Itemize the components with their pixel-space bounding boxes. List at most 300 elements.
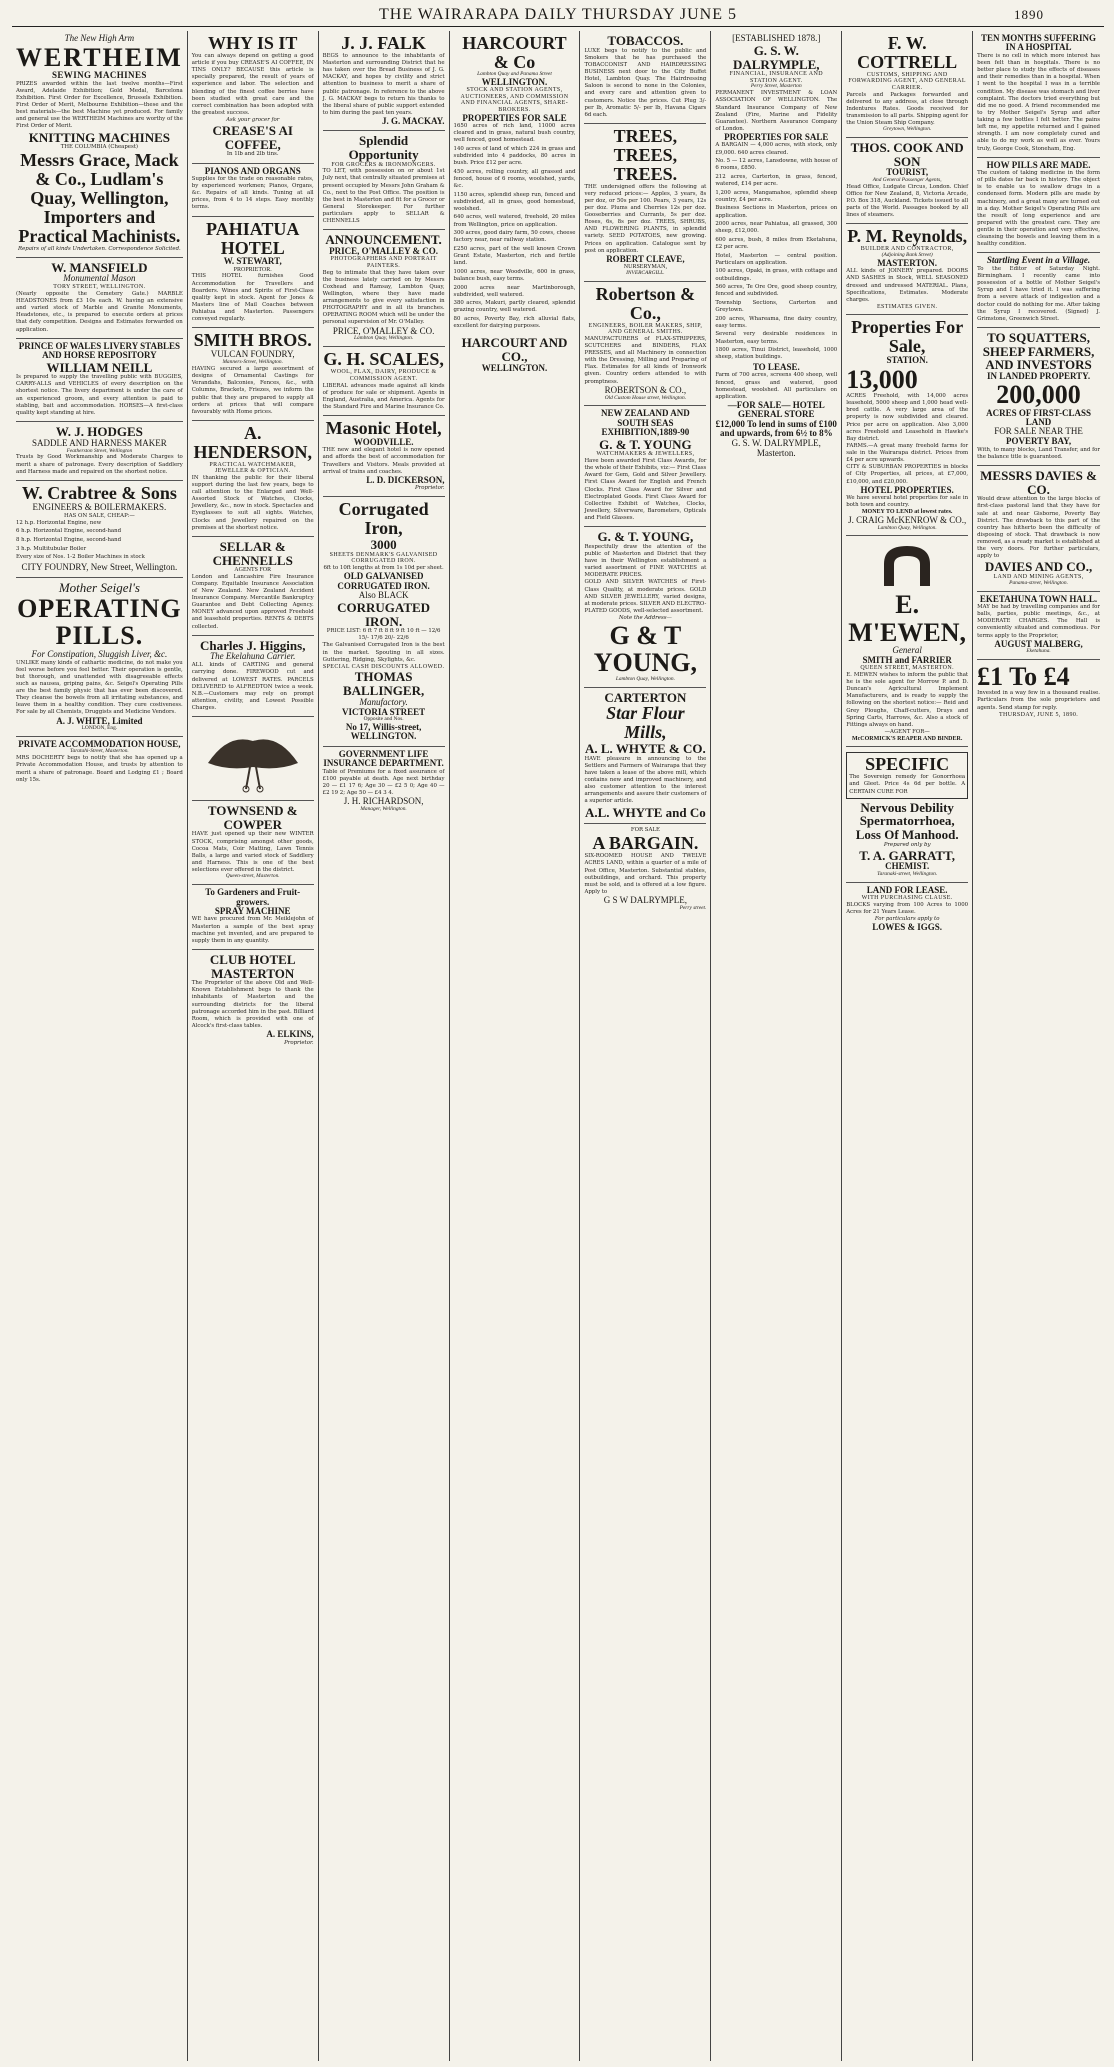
ad-squatters xyxy=(977,328,1100,466)
ad-subtitle: FOR GROCERS & IRONMONGERS. xyxy=(331,161,436,168)
ad-note: Ask your grocer for xyxy=(226,117,280,124)
ad-body: The Proprietor of the above Old and Well-Known Establishment begs to thank the inhabitants of Masterton and the surrounding districts for the liberal patronage accorded him in the past. Billiard Room, which is provided with one of Alcock's first-class tables. xyxy=(191,980,314,1029)
list-item: 450 acres, rolling country, all grassed and fenced, house of 6 rooms, woolshed, yards, &c. xyxy=(453,168,576,189)
ad-agents: Messrs Grace, Mack & Co., Ludlam's Quay, Wellington, Importers and Practical Machinists. xyxy=(18,150,181,246)
ad-subtitle: Loss Of Manhood. xyxy=(855,826,959,842)
ad-dalrymple xyxy=(715,31,837,462)
ad-note: For particulars apply to xyxy=(874,915,940,922)
ad-signature: J. CRAIG McKENROW & CO., xyxy=(848,514,967,525)
ad-city: WELLINGTON. xyxy=(481,76,548,87)
article-title: TEN MONTHS SUFFERING IN A HOSPITAL xyxy=(981,33,1097,53)
ad-title: SELLAR & CHENNELLS xyxy=(212,538,293,568)
ad-title: CARTERTON xyxy=(604,689,687,705)
ad-robertson xyxy=(584,282,706,407)
ad-subtitle: WITH PURCHASING CLAUSE. xyxy=(861,895,953,902)
ad-title: EKETAHUNA TOWN HALL. xyxy=(979,593,1098,604)
list-item: 560 acres, Te Ore Ore, good sheep country, fenced and subdivided. xyxy=(715,284,838,298)
ad-title: Robertson & Co., xyxy=(595,283,696,323)
ad-body: HAVE pleasure in announcing to the Settlers and Farmers of Wairarapa that they have taken a lease of the above mill, which contains new and improved machinery, and also customer attention to the interest arrangements and assure their customers of a superior article. xyxy=(584,755,707,805)
ad-body: MRS DOCHERTY begs to notify that she has opened up a Private Accommodation House, and trusts by attention to merit a share of patronage. Board and Lodging £1 ; Board only 15s. xyxy=(16,755,183,783)
ad-body: BEGS to announce to the inhabitants of Masterton and surrounding District that he has taken over the Bread Business of J. G. MACKAY, and hopes by civility and strict attention to business to merit a share of public patronage. In reference to the above J. G. MACKAY begs to return his thanks to the liberal share of public support extended to him during the past ten years. xyxy=(322,52,445,116)
ad-thos-cook xyxy=(846,138,968,224)
ad-heading: KNITTING MACHINES xyxy=(28,129,170,145)
ad-body: Head Office, Ludgate Circus, London. Chief Office for New Zealand, 8, Victoria Arcade, P.O. Box 318, Auckland. Tickets issued to all parts of the World. Passages booked by all lines of steamers. xyxy=(846,183,969,219)
masthead-year: 1890 xyxy=(1014,7,1044,22)
ad-prices: PRICE LIST: 6 ft 7 ft 8 ft 9 ft 10 ft — 12/6 15/- 17/6 20/- 22/6 xyxy=(326,628,441,642)
ad-body: WE have procured from Mr. Meiklejohn of Masterton a sample of the best spray machine yet invented, and are prepared to supply them in any quantity. xyxy=(191,916,314,944)
ad-heading: HOTEL PROPERTIES. xyxy=(860,484,954,495)
column-5 xyxy=(580,31,711,2061)
ad-signature: A. ELKINS, xyxy=(266,1029,314,1040)
ad-body: LUXE begs to notify to the public and Smokers that he has purchased the TOBACCONIST AND HAIRDRESSING BUSINESS next door to the City Buffet Hotel, Lambton Quay. The Hairdressing Saloon is second to none in the Colonies, and every care and attention given to customers. Notice the prices. Cut Plug 3/- per lb, Aromatic 5/- per lb, Havana Cigars 6d each. xyxy=(584,47,707,118)
ad-body: Farm of 700 acres, screens 400 sheep, well fenced, grass and watered, good homestead, woolshed. All particulars on application. xyxy=(715,372,838,400)
ad-title: Masonic Hotel, xyxy=(325,418,442,438)
column-7 xyxy=(842,31,973,2061)
list-item: 100 acres, Opaki, in grass, with cottage and outbuildings. xyxy=(715,268,838,282)
ad-title: PRINCE OF WALES LIVERY STABLES AND HORSE REPOSITORY xyxy=(18,340,180,361)
ad-subtitle: SPRAY MACHINE xyxy=(214,905,291,916)
ad-address: Queen-street, Masterton. xyxy=(225,873,280,880)
ad-signature: LOWES & IGGS. xyxy=(872,922,943,933)
ad-body: Beg to intimate that they have taken over the business lately carried on by Messrs Coxhead and Ramsay, Lambton Quay, Wellington, where they have made arrangements to give every satisfaction in PHOTOGRAPHY and in all its branches. OPERATING ROOM which will be under the personal supervision of Mr. O'Malley. xyxy=(322,269,445,326)
ad-address: Greytown, Wellington. xyxy=(883,126,932,133)
ad-subtitle: AGENTS FOR xyxy=(234,567,272,574)
ad-young xyxy=(584,527,706,688)
ad-subtitle: CUSTOMS, SHIPPING AND FORWARDING AGENT, AND GENERAL CARRIER. xyxy=(848,71,966,91)
ad-pianos xyxy=(192,164,314,217)
ad-title: GOVERNMENT LIFE INSURANCE DEPARTMENT. xyxy=(323,748,444,769)
ad-body: MAY be had by travelling companies and for balls, parties, public meetings, &c., at MODERATE CHARGES. The Hall is conveniently situated and commodious. For terms apply to the Proprietor, xyxy=(977,604,1100,639)
article-body: There is no cell in which more interest has been felt than in hospitals. There is no better place to study the effects of diseases and their remedies than in a hospital. When I went to the hospital I was in a terrible condition. My disease was stomach and liver complaint. The doctors tried everything but did me no good. A friend recommended me to try Mother Seigel's Syrup and after taking a few bottles I felt better. The pains left me, my appetite returned and I gained strength. I am now completely cured and able to do my work as well as ever. Yours truly, George Cook, Stoneham, Eng. xyxy=(977,52,1100,152)
column-1 xyxy=(12,31,188,2061)
ad-body: London and Lancashire Fire Insurance Company. Equitable Insurance Association of New Zealand. New Zealand Accident Insurance Company. Mercantile Bankruptcy Guarantee and Debt Collecting Agency. MONEY advanced upon approved Freehold and leasehold properties. RENTS & DEBTS collected. xyxy=(191,573,314,630)
ad-signature: J. H. RICHARDSON, xyxy=(343,796,424,807)
ad-subtitle: PRACTICAL WATCHMAKER, JEWELLER & OPTICIAN. xyxy=(209,461,297,475)
ad-kicker: Mother Seigel's xyxy=(58,579,140,595)
ad-townsend-cowper xyxy=(192,801,314,885)
ad-brand: G & T YOUNG, xyxy=(593,621,698,678)
ad-proprietor: WILLIAM NEILL xyxy=(46,359,153,375)
ad-body: FARMS.—A great many freehold farms for sale in the Wairarapa district. Prices from £4 per acre upwards. xyxy=(846,442,969,464)
article-hospital xyxy=(977,31,1100,158)
ad-lead: PROPERTIES FOR SALE xyxy=(462,112,567,123)
ad-title: W. J. HODGES xyxy=(55,423,143,439)
ad-line: Also BLACK xyxy=(358,590,409,600)
ad-firm: T. A. GARRATT, xyxy=(859,847,956,863)
ad-subtitle: The Ekelahuna Carrier. xyxy=(210,651,296,662)
ad-subtitle: BUILDER AND CONTRACTOR, xyxy=(860,246,954,253)
ad-title: Corrugated Iron, xyxy=(338,499,429,539)
ad-hodges xyxy=(16,422,183,481)
ad-seigel xyxy=(16,578,183,737)
ad-body: CITY & SUBURBAN PROPERTIES in blocks of City Properties, all prices, at £7,000, £10,000, and £20,000. xyxy=(846,464,969,485)
ad-falk xyxy=(323,31,445,131)
column-4 xyxy=(450,31,581,2061)
ad-subtitle: SADDLE AND HARNESS MAKER xyxy=(32,437,167,448)
page-date: THURSDAY, JUNE 5, 1890. xyxy=(998,711,1079,718)
ad-title: PRIVATE ACCOMMODATION HOUSE, xyxy=(18,738,181,749)
ad-harcourt xyxy=(454,31,576,377)
ad-body: PERMANENT INVESTMENT & LOAN ASSOCIATION OF WELLINGTON. The Standard Insurance Company of New Zealand (Fire, Marine and Fidelity Guarantee). Northern Assurance Company of London. xyxy=(715,90,838,132)
ad-line: In 1lb and 2lb tins. xyxy=(226,151,279,158)
ad-mansfield xyxy=(16,258,183,339)
specific-frame xyxy=(846,752,968,798)
ad-body: PRIZES awarded within the last twelve months—First Award, Adelaide Exhibition; Gold Medal, Barcelona Exhibition. First Order for Excellence, Brussels Exhibition. First Order of Merit, Melbourne Exhibition—these and the best materials—the best Machine yet produced. For family and general use the WERTHEIM Machines are worthy of the First Order of Merit. xyxy=(16,80,183,130)
ad-body: Would draw attention to the large blocks of first-class pastoral land that they have for sale at and near Gisborne, Poverty Bay District. The drawback to this part of the country has hitherto been the difficulty of disposing of stock. That drawback is now removed, as a ready market is established at the very doors. For further particulars, apply to xyxy=(977,496,1100,560)
ad-body: ALL kinds of JOINERY prepared. DOORS AND SASHES in Stock, WELL SEASONED dressed and undressed MATERIAL. Plans, Specifications, Estimates. Moderate charges. xyxy=(846,268,969,303)
saddle-illustration xyxy=(198,723,308,793)
ad-line: ACRES OF FIRST-CLASS LAND xyxy=(986,407,1091,427)
ad-title: WHY IS IT xyxy=(208,33,298,53)
ad-body: BLOCKS varying from 100 Acres to 1000 Acres for 21 Years Lease. xyxy=(846,901,969,915)
ad-title: F. W. COTTRELL xyxy=(857,33,958,72)
ad-title: PAHIATUA HOTEL xyxy=(206,218,300,258)
ad-money: £12,000 To lend in sums of £100 and upwards, from 6½ to 8% xyxy=(715,418,837,439)
ad-signature: L. D. DICKERSON, xyxy=(366,474,445,485)
ad-signature: HARCOURT AND CO., xyxy=(461,335,568,364)
article-title: Startling Event in a Village. xyxy=(986,255,1091,266)
ad-body: E. MEWEN wishes to inform the public that he is the sole agent for Morrow P. and D. Duncan's Agricultural Implement Manufacturers, and is ready to supply the following on the shortest notice:— Reid and Grey Ploughs, Chaff-cutters, Drays and Spring Carts, Harrows, &c. Also a stock of Fittings always on hand. xyxy=(846,671,969,728)
ad-heading: TO LEASE. xyxy=(752,361,800,372)
ad-wertheim xyxy=(16,31,183,258)
ad-subtitle: Monumental Mason xyxy=(63,273,136,284)
list-item: Every size of Nos. 1-2 Boiler Machines in stock xyxy=(16,554,145,561)
ad-land-for-lease xyxy=(846,883,968,937)
ad-subtitle: VULCAN FOUNDRY, xyxy=(210,349,295,360)
ad-address: TORY STREET, WELLINGTON. xyxy=(53,284,146,291)
ad-city: Lambton Quay, Wellington. xyxy=(877,524,937,531)
ad-title: A. HENDERSON, xyxy=(193,422,312,462)
ad-body: THE undersigned offers the following at very reduced prices:— Apples, 3 years, 8s per doz, or 50s per 100. Pears, 3 years, 12s per doz. Plums and Cherries 12s per doz. Gooseberries and Currants, 5s per doz. Roses, 6s, 8s per doz. TREES, SHRUBS, AND FLOWERING PLANTS, in splendid variety. SEED POTATOES, new growing. Prices on application. Catalogue sent by post on application. xyxy=(584,183,707,254)
ad-body: (Nearly opposite the Cemetery Gate.) MARBLE HEADSTONES from £3 10s each. W. having an extensive and varied stock of Marble and Granite Monuments, Headstones, etc., is prepared to execute orders at prices that defy competition. Designs and Estimates forwarded on application. xyxy=(16,290,183,333)
ad-properties-for-sale xyxy=(846,315,968,536)
ad-address: Old Custom House street, Wellington. xyxy=(604,394,687,401)
ad-note: Repairs of all kinds Undertaken. Correspondence Solicited. xyxy=(18,245,181,252)
ad-address: Lambton Quay, Wellington. xyxy=(615,675,675,682)
ad-city: LONDON, Eng. xyxy=(81,724,118,731)
ad-title: A BARGAIN. xyxy=(592,833,699,854)
ad-address: Taranaki-street, Wellington. xyxy=(877,870,938,877)
ad-big-number: 13,000 xyxy=(846,364,918,394)
ad-subtitle: General xyxy=(892,645,922,656)
ad-body: SIX-ROOMED HOUSE AND TWELVE ACRES LAND, within a quarter of a mile of Post Office, Masterton. Substantial stables, outbuildings, and orchard. This property must be sold, and is offered at a low figure. Apply to xyxy=(584,853,707,895)
ad-title: W. Crabtree & Sons xyxy=(21,482,177,503)
article-body: To the Editor of Saturday Night. Birmingham. I recently came into possession of a bottle of Mother Seigel's Syrup and I have tried it. I was suffering from a severe attack of indigestion and a doctor could do nothing for me. After taking the Syrup I recovered. (Signed) J. Grimstone, Greenwich Street. xyxy=(977,265,1100,322)
ad-firm: G. & T. YOUNG xyxy=(599,436,692,452)
ad-signature: G S W DALRYMPLE, xyxy=(603,895,687,906)
ad-star-flour-mills xyxy=(584,688,706,825)
item-list xyxy=(16,520,183,562)
list-item: 380 acres, Makuri, partly cleared, splendid grazing country, well watered. xyxy=(453,300,576,314)
ad-subtitle: STATION. xyxy=(886,355,928,366)
ad-role: Perry street. xyxy=(679,904,707,911)
ad-sellar-chennells xyxy=(192,537,314,636)
list-item: 12 h.p. Horizontal Engine, new xyxy=(16,519,102,526)
ad-scales xyxy=(323,347,445,416)
ad-signature: A.L. WHYTE and Co xyxy=(585,804,706,820)
ad-body: We have several hotel properties for sale in both town and country. xyxy=(846,495,969,509)
list-item: 1650 acres of rich land, 11000 acres cleared and in grass, natural bush country, well fenced, good homestead. xyxy=(453,122,576,144)
column-3 xyxy=(319,31,450,2061)
list-item: 600 acres, bush, 8 miles from Eketahuna, £2 per acre. xyxy=(715,236,838,251)
ad-title: J. J. FALK xyxy=(341,33,426,53)
ad-private-house xyxy=(16,737,183,788)
ad-address: CITY FOUNDRY, New Street, Wellington. xyxy=(21,561,178,572)
ad-address: Perry Street, Masterton xyxy=(750,83,802,90)
ad-reynolds xyxy=(846,224,968,315)
ad-note: Note the Address— xyxy=(618,615,672,622)
ad-title: NEW ZEALAND AND SOUTH SEAS EXHIBITION,1889-90 xyxy=(600,408,690,438)
list-item: Business Sections in Masterton, prices on application. xyxy=(715,205,838,219)
ad-lead: HAS ON SALE, CHEAP:— xyxy=(64,512,135,519)
ad-body: Parcels and Packages forwarded and delivered to any address, at close through Indentures Rates. Goods received for transmission to all parts. Shipping agent for the Union Steam Ship Company. xyxy=(846,91,969,127)
ad-city: WELLINGTON. xyxy=(481,362,548,373)
ad-subtitle: TOURIST, xyxy=(886,167,929,178)
article-startling xyxy=(977,253,1100,327)
ad-body: IN thanking the public for their liberal support during the last few years, begs to call attention to the Enlarged and Well-Assorted Stock of Watches, Clocks, Jewellery, &c., now in stock. Spectacles and Eyeglasses to suit all sights. Watches, Clocks and Jewellery repaired on the premises at the shortest notice. xyxy=(191,474,314,531)
ad-body: UNLIKE many kinds of cathartic medicine, do not make you feel worse before you feel better. Their operation is gentle, but thorough, and unattended with disagreeable effects such as nausea, griping pains, &c. Seigel's Operating Pills are the best family physic that has ever been discovered. They cleanse the bowels from all irritating substances, and leave them in a healthy condition. They cure costiveness. For sale by all Chemists, Druggists and Medicine Vendors. xyxy=(16,659,183,716)
list-item: Township Sections, Carterton and Greytown. xyxy=(715,299,838,314)
ad-title: MESSRS DAVIES & CO. xyxy=(980,467,1097,497)
ad-heading: MONEY TO LEND at lowest rates. xyxy=(861,509,953,516)
column-6 xyxy=(711,31,842,2061)
ad-signature: DAVIES AND CO., xyxy=(984,559,1093,575)
ad-body: ACRES Freehold, with 14,000 acres leasehold, 5000 sheep and 1,000 head well-bred cattle. A very large area of the property is now subdivided and cleared. Price per acre on application. Also 3,000 acres Freehold and Leasehold in Hawke's Bay district. xyxy=(846,393,969,442)
ad-lead: PROPERTIES FOR SALE xyxy=(724,132,829,143)
ad-body: Trusts by Good Workmanship and Moderate Charges to merit a share of patronage. Every description of Saddlery and Harness made and repaired on the shortest notice. xyxy=(16,454,183,475)
ad-body: Supplies for the trade on reasonable rates, by experienced workmen; Pianos, Organs, &c. Repairs of all kinds. Tuning at all prices, from 4 to 14 steps. Easy monthly terms. xyxy=(191,175,314,211)
ad-subtitle: IN LANDED PROPERTY. xyxy=(986,370,1091,381)
list-item: 8 h.p. Horizontal Engine, second-hand xyxy=(16,536,122,543)
ad-firm: PRICE, O'MALLEY & CO. xyxy=(329,245,439,256)
ad-subtitle: ENGINEERS, BOILER MAKERS, SHIP, AND GENERAL SMITHS. xyxy=(588,322,703,336)
ad-subtitle: SEWING MACHINES xyxy=(52,70,147,81)
ad-life-insurance xyxy=(323,747,445,817)
list-item: 1000 acres, near Woodville, 600 in grass, balance bush, easy terms. xyxy=(453,268,576,282)
ad-subtitle: ENGINEERS & BOILERMAKERS. xyxy=(32,501,167,512)
ad-garratt xyxy=(846,747,968,882)
ad-subtitle: For Constipation, Sluggish Liver, &c. xyxy=(31,648,168,659)
ad-body: Have been awarded First Class Awards, for the whole of their Exhibits, viz:— First Class Award for Gem, Gold and Silver Jewellery. First Class Award for English and French Clocks. First Class Award for Silver and Electroplated Goods. First Class Award for Collective Exhibit of Watches, Clocks, Jewellery, Silverware, Barometers, Opticals and Field Glasses. xyxy=(584,458,707,521)
ad-body: LIBERAL advances made against all kinds of produce for sale or shipment. Agents in England, Australia, and America. Agents for the Standard Fire and Marine Insurance Co. xyxy=(322,382,445,410)
ad-subtitle: PHOTOGRAPHERS AND PORTRAIT PAINTERS. xyxy=(330,256,437,269)
ad-subtitle: Spermatorrhoea, xyxy=(859,813,955,829)
ad-body: ALL kinds of CARTING and general carrying done. FIREWOOD cut and delivered at LOWEST RATES. PARCELS DELIVERED to ALFREDTON twice a week. N.B.—Customers may rely on prompt attention, civility, and Lowest Possible Charges. xyxy=(191,662,314,712)
ad-signature: PRICE, O'MALLEY & CO. xyxy=(332,325,435,336)
ad-body: TO LET, with possession on or about 1st July next, that centrally situated premises at present occupied by Messrs John Graham & Co., next to the Post Office. The position is the best in Masterton and fit for a Grocer or General Storekeeper. For further particulars apply to SELLAR & CHENNELLS xyxy=(322,168,445,225)
ad-title: Nervous Debility xyxy=(860,799,954,815)
ad-lead: SPECIFIC xyxy=(865,754,950,775)
ad-city: INVERCARGILL. xyxy=(626,269,665,276)
ad-role: Proprietor. xyxy=(415,485,445,492)
article-body: The custom of taking medicine in the form of pills dates far back in history. The object is to enable us to swallow drugs in a condensed form. Modern pills are made by machinery, and a great many are turned out in a day. Mother Seigel's Operating Pills are the result of long experience and are prepared with the greatest care. They are gentle in their operation and very effective, cleansing the bowels and leaving them in a healthy condition. xyxy=(977,170,1100,248)
ad-line: POVERTY BAY, xyxy=(1005,436,1072,447)
ad-line: And General Passenger Agents, xyxy=(872,176,942,183)
list-item: 1800 acres, Tinui District, leasehold, 1000 sheep, station buildings. xyxy=(715,347,838,361)
list-item: 200 acres, Whareama, fine dairy country, easy terms. xyxy=(715,315,838,329)
ad-title: OPERATING PILLS. xyxy=(17,594,182,651)
ad-trees xyxy=(584,124,706,282)
ad-title: To Gardeners and Fruit-growers. xyxy=(205,887,301,907)
ad-kicker: The New High Arm xyxy=(64,33,135,43)
ad-role: LAND AND MINING AGENTS, xyxy=(993,574,1084,581)
ad-note: ESTIMATES GIVEN. xyxy=(876,303,938,310)
ad-title: W. MANSFIELD xyxy=(51,259,148,275)
ad-body: Table of Premiums for a fixed assurance of £100 payable at death. Age next birthday 20 — £1 17 6; Age 30 — £2 5 0; Age 40 — £2 19 2; Age 50 — £4 3 4. xyxy=(322,768,445,797)
ad-body: THE new and elegant hotel is now opened and affords the best of accommodation for Travellers and Visitors. Meals provided at arrival of trains and coaches. xyxy=(322,447,445,475)
ad-subtitle: STOCK AND STATION AGENTS, AUCTIONEERS, AND COMMISSION AND FINANCIAL AGENTS, SHARE-BROKERS. xyxy=(460,87,569,113)
ad-title: CLUB HOTEL MASTERTON xyxy=(209,951,296,981)
ad-title: G. S. W. DALRYMPLE, xyxy=(732,42,820,72)
ad-address: No 17, Willis-street, xyxy=(345,721,422,732)
ad-subtitle: FINANCIAL, INSURANCE AND STATION AGENT. xyxy=(729,71,823,84)
list-item: £250 acres, part of the well known Crown Grant Estate, Masterton, rich and fertile land. xyxy=(453,245,576,267)
ad-address: QUEEN STREET, MASTERTON. xyxy=(860,665,954,672)
ad-cottrell xyxy=(846,31,968,138)
list-item: 212 acres, Carterton, in grass, fenced, watered, £14 per acre. xyxy=(715,173,838,188)
ad-invest xyxy=(977,660,1100,722)
ad-subtitle: SHEETS DENMARK'S GALVANISED CORRUGATED IRON. xyxy=(329,551,438,565)
masthead xyxy=(12,4,1104,27)
ad-subtitle: Star Flour Mills, xyxy=(606,703,685,743)
ad-spray-machine xyxy=(192,885,314,950)
ad-title: WERTHEIM xyxy=(16,42,183,72)
list-item: 1150 acres, splendid sheep run, fenced and subdivided, all in grass, good homestead, woolshed. xyxy=(453,191,576,212)
ad-role: Eketahuna. xyxy=(1026,648,1051,655)
list-item: 6 h.p. Horizontal Engine, second-hand xyxy=(16,528,122,535)
ad-splendid-opportunity xyxy=(323,131,445,230)
ad-heading: CORRUGATED IRON. xyxy=(337,599,431,629)
ad-body: Invested in a way few in a thousand realise. Particulars from the sole proprietors and agents. Send stamp for reply. xyxy=(977,690,1100,711)
ad-title: LAND FOR LEASE. xyxy=(866,884,948,895)
ad-body: Is prepared to supply the travelling public with BUGGIES, CARRY-ALLS and VEHICLES of every description on the shortest notice. The livery department is under the care of an experienced groom, and every attention is paid to stabling, bait and accommodation. HORSES—A first-class quality kept standing at hire. xyxy=(16,374,183,416)
ad-body: With, to many blocks, Land Transfer, and for the balance title is guaranteed. xyxy=(977,446,1100,460)
property-list xyxy=(715,142,837,361)
ad-smith-bros xyxy=(192,328,314,421)
ad-line: Manufactory. xyxy=(359,696,408,707)
list-item: A BARGAIN — 4,000 acres, with stock, only £9,000. 640 acres cleared. xyxy=(715,142,838,156)
ad-title: Properties For Sale, xyxy=(851,317,964,357)
ad-title: SMITH BROS. xyxy=(193,330,312,351)
ad-subtitle: WOOL, FLAX, DAIRY, PRODUCE & COMMISSION AGENT. xyxy=(330,369,437,382)
ad-role: NURSERYMAN, xyxy=(623,264,667,271)
ad-henderson xyxy=(192,421,314,537)
ad-heading: —FOR SALE— HOTEL GENERAL STORE xyxy=(727,399,825,420)
ad-firm: A. L. WHYTE & CO. xyxy=(585,741,706,757)
ad-prince-of-wales xyxy=(16,339,183,422)
list-item: 3 h.p. Multitubular Boiler xyxy=(16,545,87,552)
ad-higgins xyxy=(192,636,314,717)
ad-title: Splendid Opportunity xyxy=(348,133,419,163)
ad-title: TOWNSEND & COWPER xyxy=(207,803,298,832)
masthead-title: THE WAIRARAPA DAILY THURSDAY JUNE 5 xyxy=(378,6,738,23)
list-item: 640 acres, well watered, freehold, 20 miles from Wellington, price on application. xyxy=(453,214,576,228)
ad-club-hotel xyxy=(192,950,314,1051)
ad-masonic-hotel xyxy=(323,416,445,497)
ad-title: ANNOUNCEMENT. xyxy=(325,232,442,248)
list-item: Several very desirable residences in Masterton, easy terms. xyxy=(715,331,838,345)
ad-line: SPECIAL CASH DISCOUNTS ALLOWED. xyxy=(322,663,445,670)
ad-address: Panama-street, Wellington. xyxy=(1009,579,1068,586)
ad-role: Manager, Wellington. xyxy=(360,806,407,813)
ad-body: The Galvanised Corrugated Iron is the best in the market. Spouting in all sizes. Guttering, Ridging, Skylights, &c. xyxy=(322,642,445,663)
ad-line: FOR SALE NEAR THE xyxy=(994,426,1083,437)
ad-subtitle: Respectfully draw the attention of the public of Masterton and District that they have in their Wellington establishment a varied assortment of FINE WATCHES at MODERATE PRICES. xyxy=(584,543,707,579)
ad-established: [ESTABLISHED 1878.] xyxy=(732,33,821,43)
ad-title: TO SQUATTERS, SHEEP FARMERS, AND INVESTORS xyxy=(982,329,1095,373)
ad-title: THOS. COOK AND SON xyxy=(850,140,964,169)
ad-title: P. M. Reynolds, xyxy=(847,226,968,247)
ad-heading: OLD GALVANISED CORRUGATED IRON. xyxy=(337,571,430,591)
ad-eketahuna-hall xyxy=(977,592,1100,660)
ad-address: Featherston Street, Wellington xyxy=(66,447,133,454)
ad-signature: G. S. W. DALRYMPLE, Masterton. xyxy=(731,437,821,458)
article-pills xyxy=(977,158,1100,254)
ad-title: TOBACCOS. xyxy=(607,33,684,48)
ad-line: —AGENT FOR— xyxy=(884,728,930,735)
ad-city: MASTERTON. xyxy=(877,257,938,268)
list-item: Hotel, Masterton — central position. Particulars on application. xyxy=(715,252,838,266)
ad-tobacco xyxy=(584,31,706,124)
ad-body: The Sovereign remedy for Gonorrhoea and Gleet. Price 4s 6d per bottle. A CERTAIN CURE FOR xyxy=(849,774,966,795)
list-item: 140 acres of land of which 224 in grass and subdivided into 4 paddocks, 80 acres in bush. Price £12 per acre. xyxy=(453,145,576,167)
ad-title: G. & T. YOUNG, xyxy=(597,529,694,545)
ad-pahiatua-hotel xyxy=(192,217,314,329)
list-item: 80 acres, Poverty Bay, rich alluvial flats, excellent for dairying purposes. xyxy=(453,316,576,330)
ad-body: GOLD AND SILVER WATCHES of First-Class Quality, at moderate prices. GOLD AND SILVER JEWELLERY, varied designs, at moderate prices. SILVER AND ELECTRO-PLATED GOODS, well-selected assortment. xyxy=(584,579,707,614)
ad-line: Prepared only by xyxy=(883,841,931,848)
list-item: No. 5 — 12 acres, Lansdowne, with house of 6 rooms, £850. xyxy=(715,158,838,172)
ad-role: Proprietor. xyxy=(284,1039,314,1046)
ad-address: Manners-Street, Wellington. xyxy=(222,359,283,366)
ad-title: Charles J. Higgins, xyxy=(199,637,306,653)
ad-title: TREES, TREES, TREES. xyxy=(613,125,678,184)
property-list xyxy=(454,123,576,330)
ad-quantity: 3000 xyxy=(370,537,397,553)
ad-signature: J. G. MACKAY. xyxy=(381,116,445,127)
ad-line: VICTORIA STREET xyxy=(342,706,426,717)
ad-corrugated-iron xyxy=(323,497,445,746)
horseshoe-icon xyxy=(872,542,942,588)
ad-photographers xyxy=(323,230,445,347)
ad-lead: FOR SALE xyxy=(630,827,660,834)
ad-signature: AUGUST MALBERG, xyxy=(994,638,1083,649)
ad-big-number: £1 To £4 xyxy=(977,662,1070,691)
ad-title: PIANOS AND ORGANS xyxy=(204,165,301,176)
ad-signature: ROBERTSON & CO., xyxy=(604,384,687,395)
ad-davies xyxy=(977,466,1100,592)
ad-brand: CREASE'S AI COFFEE, xyxy=(212,123,293,152)
ad-signature: ROBERT CLEAVE, xyxy=(606,253,685,264)
ad-heading: McCORMICK'S REAPER AND BINDER. xyxy=(851,736,963,743)
ad-title: HARCOURT & Co xyxy=(462,33,567,72)
ad-subtitle: WOODVILLE. xyxy=(353,436,414,447)
ad-title: E. M'EWEN, xyxy=(848,590,967,647)
ad-crease-coffee xyxy=(192,31,314,164)
column-8 xyxy=(973,31,1104,2061)
ad-bargain xyxy=(584,824,706,916)
ad-city: WELLINGTON. xyxy=(350,731,417,742)
column-2 xyxy=(188,31,319,2061)
ad-body: You can always depend on getting a good article if you buy CREASE'S AI COFFEE, IN TINS ONLY? BECAUSE this article is specially prepared, the result of years of experience and labor. The selection and blending of the finest coffee berries have been studied with great care and the correct combination has been adopted with the greatest success. xyxy=(191,52,314,116)
ad-address: Taratahi-Street, Masterton. xyxy=(70,748,129,755)
ad-body: MANUFACTURERS of FLAX-STRIPPERS, SCUTCHERS and BINDERS, FLAX PRESSES, and all Machinery in connection with the Dressing, Milling and Preparing of Flax. Estimates for all kinds of Ironwork given. Country orders attended to with promptness. xyxy=(584,335,707,385)
list-item: 300 acres, good dairy farm, 50 cows, cheese factory near, near railway station. xyxy=(453,230,576,244)
article-title: HOW PILLS ARE MADE. xyxy=(986,159,1091,170)
ad-mewen xyxy=(846,536,968,747)
ad-address: (Adjoining Bank Street) xyxy=(881,251,933,258)
list-item: 2000 acres near Martinborough, subdivided, well watered. xyxy=(453,284,576,298)
